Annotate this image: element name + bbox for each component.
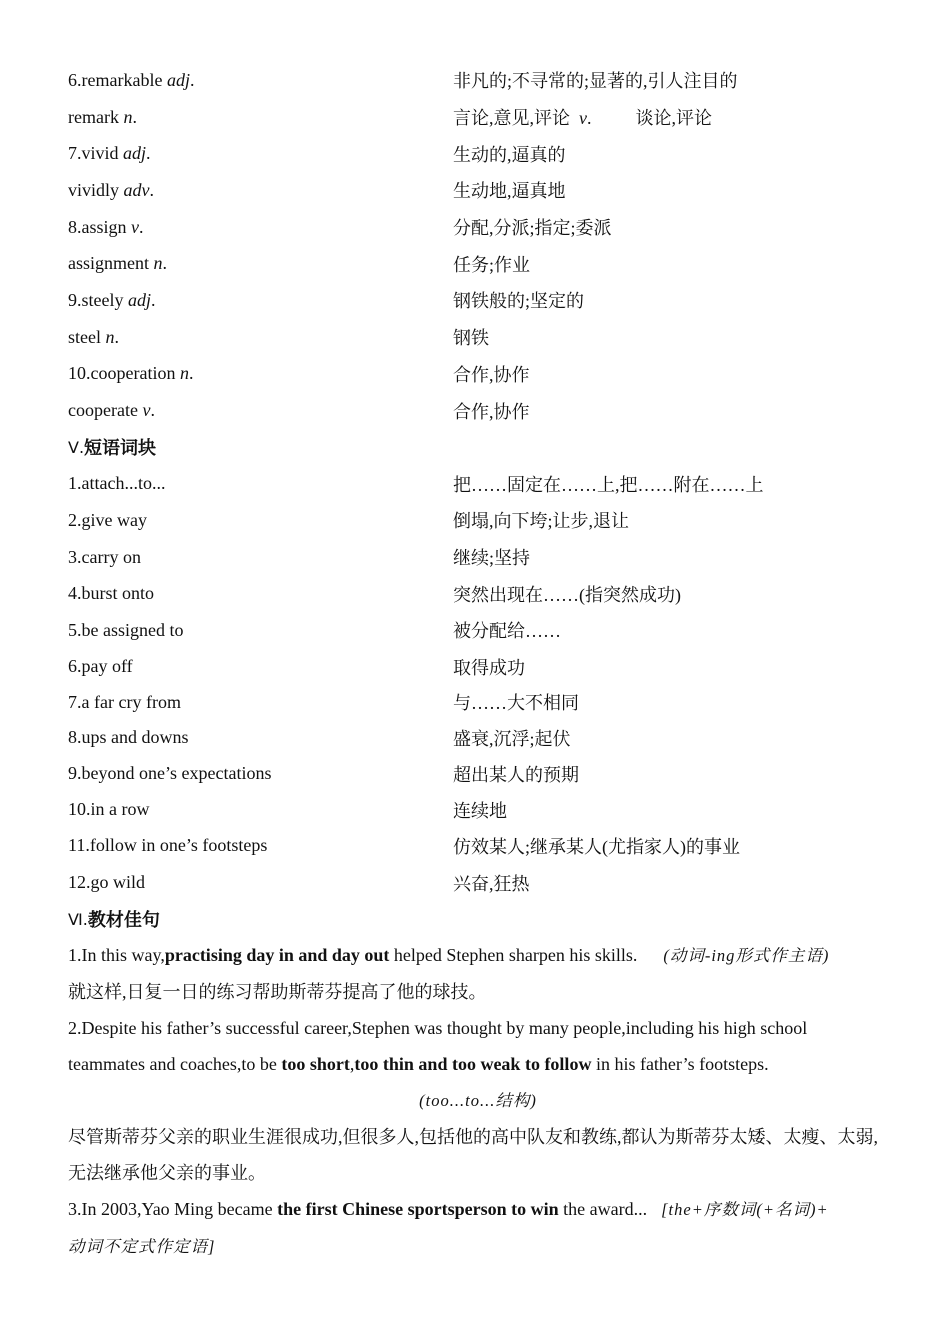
phrase-meaning: 倒塌,向下垮;让步,退让 bbox=[453, 511, 630, 532]
highlighted-phrase: too short bbox=[281, 1054, 350, 1075]
phrase-english: 4.burst onto bbox=[68, 583, 155, 604]
vocab-row: steel n. 钢铁 bbox=[68, 319, 888, 356]
vocab-row: 10.cooperation n. 合作,协作 bbox=[68, 356, 888, 393]
phrase-meaning: 盛衰,沉浮;起伏 bbox=[453, 728, 571, 749]
vocab-meaning: 合作,协作 bbox=[453, 401, 530, 422]
phrase-english: 6.pay off bbox=[68, 656, 133, 677]
phrase-meaning: 把……固定在……上,把……附在……上 bbox=[453, 474, 764, 495]
vocab-word: remark bbox=[68, 106, 119, 127]
vocab-meaning: 谈论,评论 bbox=[635, 108, 712, 129]
vocab-row: cooperate v. 合作,协作 bbox=[68, 392, 888, 429]
part-of-speech: n bbox=[123, 106, 133, 127]
part-of-speech: n bbox=[153, 253, 163, 274]
vocab-row: 7.vivid adj. 生动的,逼真的 bbox=[68, 135, 888, 172]
phrase-meaning: 取得成功 bbox=[453, 657, 525, 678]
phrase-english: 9.beyond one’s expectations bbox=[68, 763, 272, 784]
part-of-speech: adv bbox=[123, 179, 150, 200]
vocab-row: 8.assign v. 分配,分派;指定;委派 bbox=[68, 209, 888, 246]
phrase-row bbox=[68, 864, 888, 901]
phrase-row bbox=[68, 755, 888, 792]
phrase-english: 5.be assigned to bbox=[68, 619, 184, 640]
example-sentence-2: 2.Despite his father’s successful career,Stephen was thought by many people,including his high school teammates and coaches,to be too short,too thin and too weak to follow in his father’s footsteps. bbox=[68, 1018, 808, 1075]
vocab-meaning: 非凡的;不寻常的;显著的,引人注目的 bbox=[453, 71, 738, 92]
vocab-meaning: 钢铁般的;坚定的 bbox=[453, 291, 585, 312]
vocab-row: 6.remarkable adj. 非凡的;不寻常的;显著的,引人注目的 bbox=[68, 62, 888, 99]
phrase-row bbox=[68, 502, 888, 539]
part-of-speech: v bbox=[131, 216, 139, 237]
phrase-meaning: 被分配给…… bbox=[453, 621, 561, 642]
grammar-note: (too...to...结构) bbox=[419, 1091, 537, 1111]
vocab-word: cooperate bbox=[68, 400, 138, 421]
vocab-row: 9.steely adj. 钢铁般的;坚定的 bbox=[68, 282, 888, 319]
vocab-word: vividly bbox=[68, 179, 120, 200]
part-of-speech: n bbox=[179, 363, 189, 384]
grammar-note: (动词-ing形式作主语) bbox=[663, 946, 830, 966]
part-of-speech: n bbox=[105, 326, 115, 347]
phrase-row bbox=[68, 612, 888, 649]
phrase-row bbox=[68, 720, 888, 756]
vocab-meaning: 言论,意见,评论 bbox=[453, 108, 570, 129]
part-of-speech: adj bbox=[123, 143, 147, 164]
part-of-speech: v bbox=[142, 400, 151, 421]
phrase-english: 12.go wild bbox=[68, 872, 146, 893]
vocab-row: vividly adv. 生动地,逼真地 bbox=[68, 172, 888, 209]
part-of-speech: adj bbox=[128, 289, 152, 310]
highlighted-phrase: the first Chinese sportsperson to win bbox=[277, 1199, 559, 1220]
vocab-row: assignment n. 任务;作业 bbox=[68, 245, 888, 282]
phrase-english: 8.ups and downs bbox=[68, 727, 189, 748]
section-number: Ⅵ. bbox=[68, 909, 88, 929]
phrase-meaning: 仿效某人;继承某人(尤指家人)的事业 bbox=[453, 836, 740, 857]
phrase-row bbox=[68, 828, 888, 865]
vocab-word: 8.assign bbox=[68, 216, 127, 237]
phrase-english: 7.a far cry from bbox=[68, 691, 181, 712]
section-number: Ⅴ. bbox=[68, 437, 85, 457]
part-of-speech: v bbox=[579, 108, 587, 129]
phrase-meaning: 兴奋,狂热 bbox=[453, 873, 530, 894]
highlighted-phrase: practising day in and day out bbox=[164, 945, 390, 966]
vocab-meaning: 生动地,逼真地 bbox=[453, 181, 566, 202]
section-title: 短语词块 bbox=[84, 438, 157, 459]
phrase-english: 1.attach...to... bbox=[68, 473, 166, 494]
phrase-row bbox=[68, 575, 888, 612]
phrase-row bbox=[68, 465, 888, 502]
phrase-meaning: 突然出现在……(指突然成功) bbox=[453, 584, 681, 605]
vocab-meaning: 合作,协作 bbox=[453, 364, 530, 385]
vocab-row: remark n. 言论,意见,评论 v. 谈论,评论 bbox=[68, 106, 712, 129]
phrase-english: 10.in a row bbox=[68, 799, 150, 820]
grammar-note: 动词不定式作定语] bbox=[68, 1237, 216, 1257]
example-sentence-1: 1.In this way,practising day in and day out helped Stephen sharpen his skills. (动词-ing形式作主语) bbox=[68, 945, 830, 966]
document-page bbox=[68, 62, 888, 1265]
vocab-word: assignment bbox=[68, 253, 149, 274]
vocab-word: 7.vivid bbox=[68, 143, 119, 164]
sentence-translation: 就这样,日复一日的练习帮助斯蒂芬提高了他的球技。 bbox=[68, 982, 487, 1003]
part-of-speech: adj bbox=[166, 69, 190, 90]
phrase-english: 11.follow in one’s footsteps bbox=[68, 835, 268, 856]
phrase-meaning: 连续地 bbox=[453, 800, 507, 821]
phrase-row bbox=[68, 649, 888, 685]
example-sentence-3: 3.In 2003,Yao Ming became the first Chinese sportsperson to win the award... [the+序数词(+名词)+ bbox=[68, 1199, 829, 1220]
phrase-row bbox=[68, 684, 888, 720]
section-heading-sentences bbox=[68, 901, 888, 938]
vocab-meaning: 任务;作业 bbox=[453, 254, 531, 275]
grammar-note: [the+序数词(+名词)+ bbox=[661, 1200, 829, 1220]
phrase-row bbox=[68, 539, 888, 576]
vocab-meaning: 分配,分派;指定;委派 bbox=[453, 218, 612, 239]
phrase-meaning: 超出某人的预期 bbox=[453, 764, 579, 785]
section-heading-phrases bbox=[68, 429, 888, 466]
phrase-english: 2.give way bbox=[68, 509, 147, 530]
section-title: 教材佳句 bbox=[87, 910, 160, 931]
phrase-english: 3.carry on bbox=[68, 546, 141, 567]
vocab-word: steel bbox=[68, 326, 101, 347]
vocab-word: 9.steely bbox=[68, 289, 124, 310]
vocab-word: 10.cooperation bbox=[68, 363, 176, 384]
vocab-meaning: 生动的,逼真的 bbox=[453, 144, 566, 165]
phrase-meaning: 继续;坚持 bbox=[453, 548, 531, 569]
vocab-word: 6.remarkable bbox=[68, 69, 163, 90]
phrase-meaning: 与……大不相同 bbox=[453, 693, 579, 714]
highlighted-phrase: too thin and too weak to follow bbox=[354, 1054, 592, 1075]
vocab-meaning: 钢铁 bbox=[453, 328, 489, 349]
sentence-translation: 尽管斯蒂芬父亲的职业生涯很成功,但很多人,包括他的高中队友和教练,都认为斯蒂芬太矮、太瘦、太弱,无法继承他父亲的事业。 bbox=[68, 1127, 878, 1184]
phrase-row bbox=[68, 792, 888, 828]
